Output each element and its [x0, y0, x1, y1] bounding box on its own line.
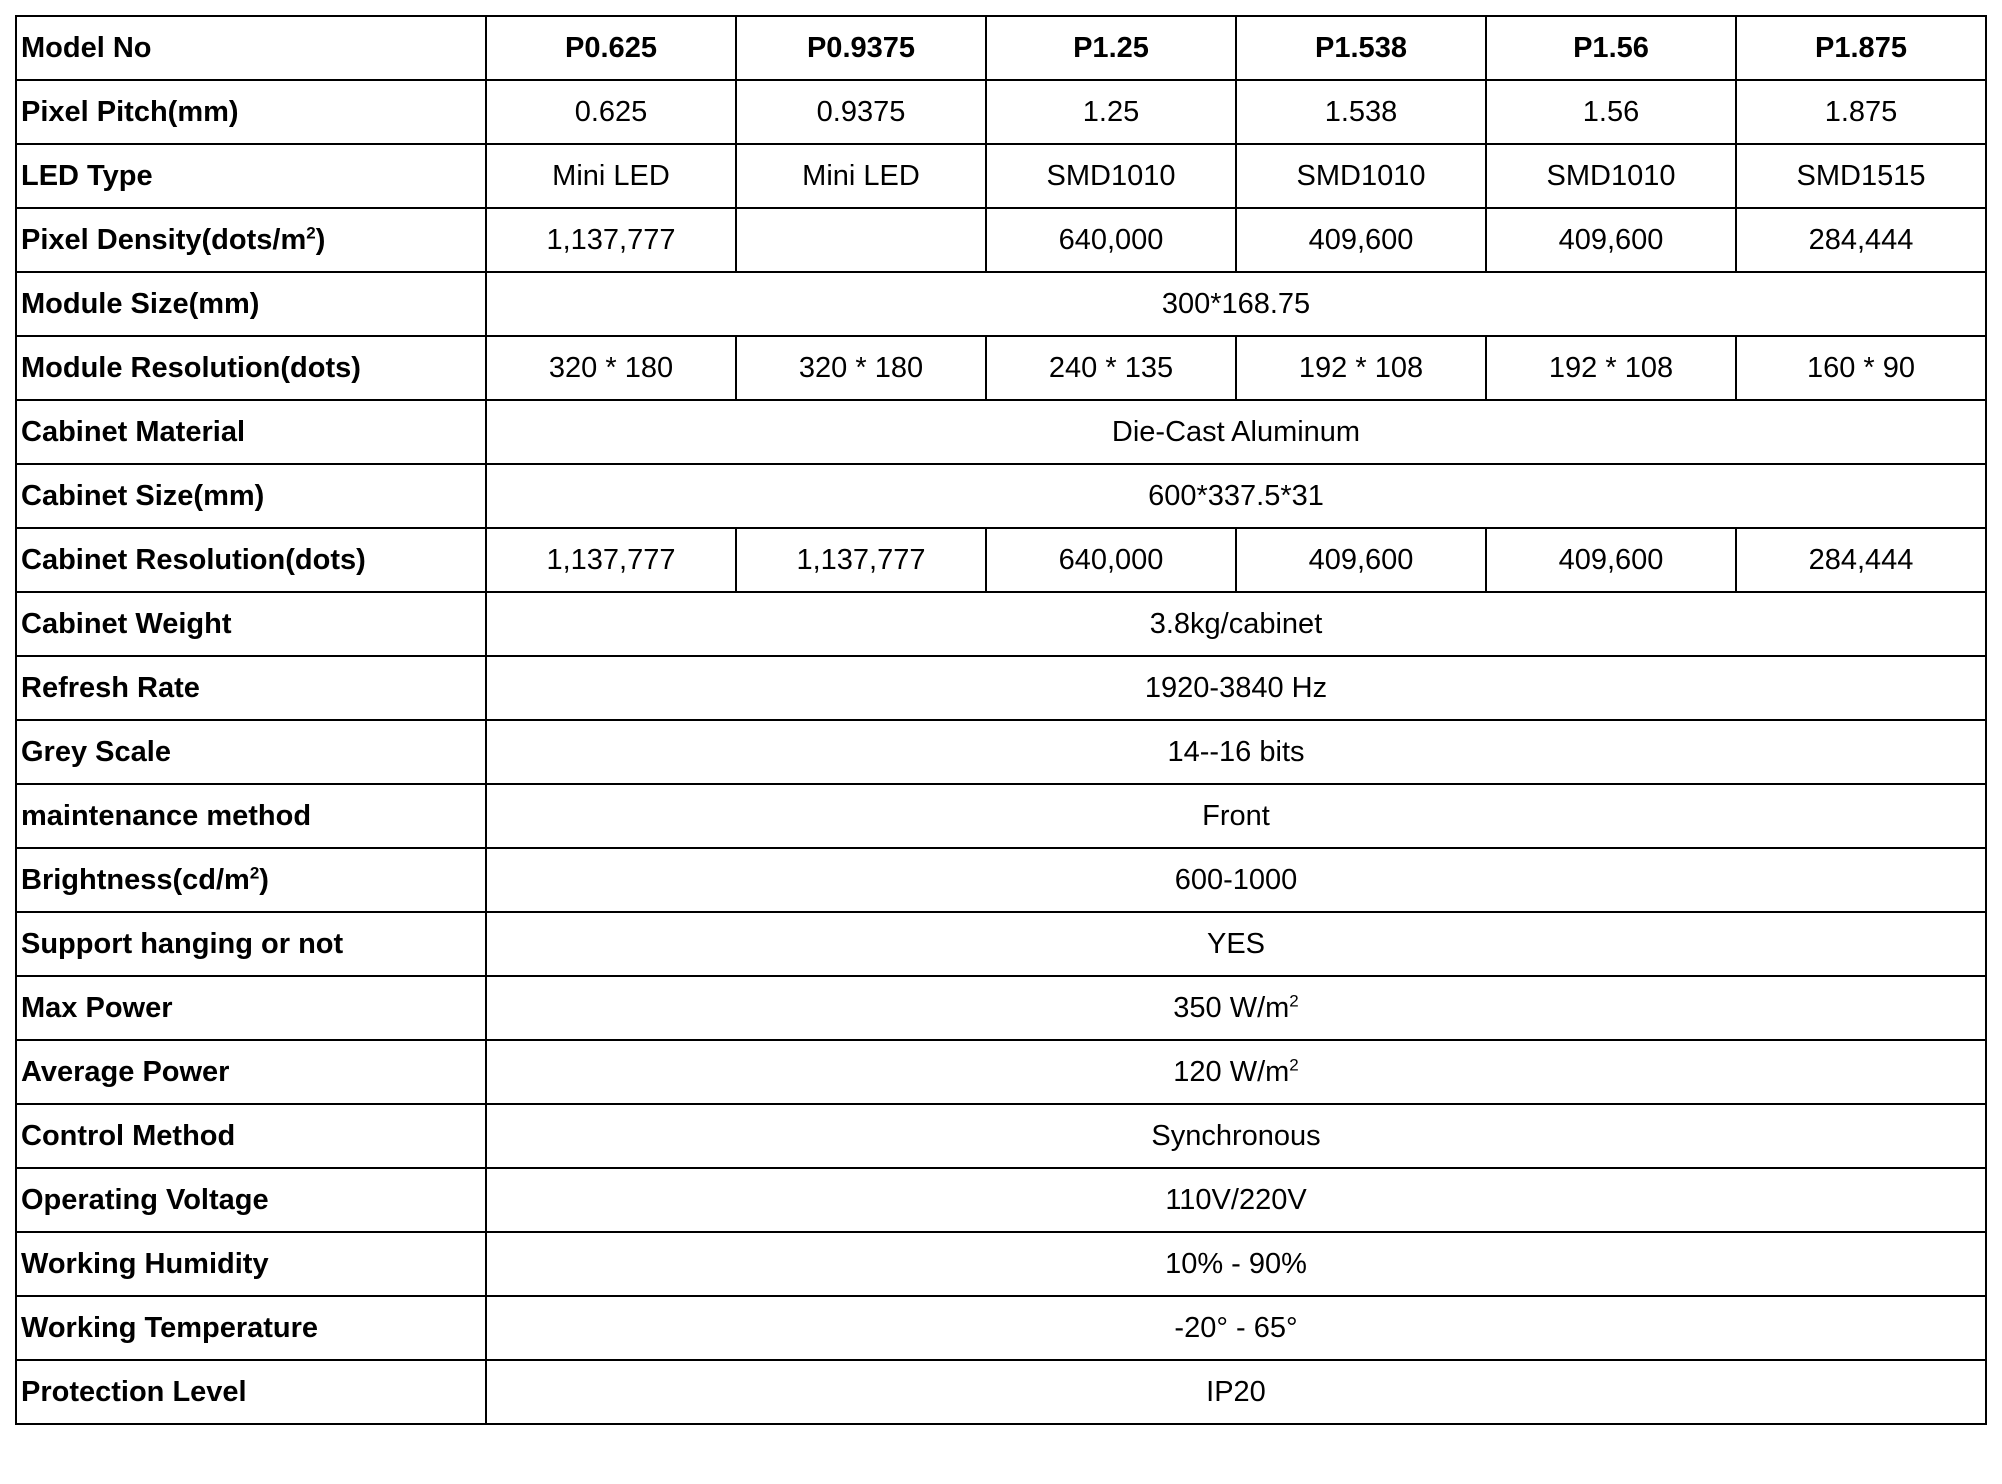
table-cell: YES: [486, 912, 1986, 976]
table-cell: 14--16 bits: [486, 720, 1986, 784]
table-cell: IP20: [486, 1360, 1986, 1424]
row-label: LED Type: [16, 144, 486, 208]
table-cell: 1.538: [1236, 80, 1486, 144]
label-text: Brightness(cd/m: [21, 863, 250, 896]
row-label: [16, 848, 486, 912]
table-cell: Die-Cast Aluminum: [486, 400, 1986, 464]
table-row-cabinet-weight: [16, 592, 1986, 656]
table-row-control-method: [16, 1104, 1986, 1168]
row-label: Module Resolution(dots): [16, 336, 486, 400]
table-cell: 1.56: [1486, 80, 1736, 144]
table-row-support-hanging: [16, 912, 1986, 976]
label-text: ): [315, 223, 326, 256]
table-cell: 1,137,777: [486, 528, 736, 592]
model-header: P1.875: [1736, 16, 1986, 80]
row-label: Model No: [16, 16, 486, 80]
model-header: P0.625: [486, 16, 736, 80]
row-label: Operating Voltage: [16, 1168, 486, 1232]
table-cell: Synchronous: [486, 1104, 1986, 1168]
table-cell: 409,600: [1236, 208, 1486, 272]
table-row-working-humidity: [16, 1232, 1986, 1296]
row-label: Support hanging or not: [16, 912, 486, 976]
table-cell: SMD1010: [986, 144, 1236, 208]
table-cell: 1.875: [1736, 80, 1986, 144]
table-cell: 3.8kg/cabinet: [486, 592, 1986, 656]
label-text: Pixel Density(dots/m: [21, 223, 307, 256]
table-cell: 1920-3840 Hz: [486, 656, 1986, 720]
table-row-working-temperature: [16, 1296, 1986, 1360]
row-label: Cabinet Size(mm): [16, 464, 486, 528]
table-cell: Front: [486, 784, 1986, 848]
row-label: Control Method: [16, 1104, 486, 1168]
row-label: Working Humidity: [16, 1232, 486, 1296]
superscript: 2: [306, 222, 316, 242]
table-cell: 1.25: [986, 80, 1236, 144]
row-label: Module Size(mm): [16, 272, 486, 336]
table-row-led-type: [16, 144, 1986, 208]
row-label: Protection Level: [16, 1360, 486, 1424]
table-cell: 409,600: [1486, 528, 1736, 592]
table-cell: 10% - 90%: [486, 1232, 1986, 1296]
table-cell: [736, 208, 986, 272]
label-text: ): [259, 863, 269, 896]
table-row-max-power: [16, 976, 1986, 1040]
row-label: Grey Scale: [16, 720, 486, 784]
row-label: Cabinet Weight: [16, 592, 486, 656]
model-header: P0.9375: [736, 16, 986, 80]
row-label: Refresh Rate: [16, 656, 486, 720]
table-cell: 640,000: [986, 528, 1236, 592]
superscript: 2: [249, 862, 260, 882]
table-cell: 240 * 135: [986, 336, 1236, 400]
table-cell: 600*337.5*31: [486, 464, 1986, 528]
table-cell: 0.9375: [736, 80, 986, 144]
row-label: [16, 208, 486, 272]
table-cell: Mini LED: [736, 144, 986, 208]
table-row-module-size: [16, 272, 1986, 336]
table-row-cabinet-size: [16, 464, 1986, 528]
table-cell: 300*168.75: [486, 272, 1986, 336]
table-row-operating-voltage: [16, 1168, 1986, 1232]
row-label: Cabinet Resolution(dots): [16, 528, 486, 592]
table-row-maintenance-method: [16, 784, 1986, 848]
table-row-pixel-density: [16, 208, 1986, 272]
row-label: Pixel Pitch(mm): [16, 80, 486, 144]
table-cell: 192 * 108: [1486, 336, 1736, 400]
model-header: P1.538: [1236, 16, 1486, 80]
table-row-refresh-rate: [16, 656, 1986, 720]
superscript: 2: [1289, 990, 1299, 1010]
table-cell: SMD1515: [1736, 144, 1986, 208]
table-cell: 110V/220V: [486, 1168, 1986, 1232]
table-row-model-no: [16, 16, 1986, 80]
table-cell: 409,600: [1236, 528, 1486, 592]
table-cell: 1,137,777: [486, 208, 736, 272]
table-cell: SMD1010: [1236, 144, 1486, 208]
table-cell: 409,600: [1486, 208, 1736, 272]
table-row-cabinet-resolution: [16, 528, 1986, 592]
row-label: Average Power: [16, 1040, 486, 1104]
table-row-grey-scale: [16, 720, 1986, 784]
row-label: Max Power: [16, 976, 486, 1040]
table-cell: 1,137,777: [736, 528, 986, 592]
row-label: Cabinet Material: [16, 400, 486, 464]
table-row-protection-level: [16, 1360, 1986, 1424]
table-cell: 192 * 108: [1236, 336, 1486, 400]
model-header: P1.25: [986, 16, 1236, 80]
spec-table: [15, 15, 1987, 1425]
table-row-brightness: [16, 848, 1986, 912]
table-cell: 0.625: [486, 80, 736, 144]
table-row-cabinet-material: [16, 400, 1986, 464]
table-cell: 600-1000: [486, 848, 1986, 912]
table-row-average-power: [16, 1040, 1986, 1104]
table-cell: 284,444: [1736, 208, 1986, 272]
table-cell: 320 * 180: [486, 336, 736, 400]
table-row-module-resolution: [16, 336, 1986, 400]
table-cell: 320 * 180: [736, 336, 986, 400]
table-cell: [486, 1040, 1986, 1104]
model-header: P1.56: [1486, 16, 1736, 80]
table-cell: 640,000: [986, 208, 1236, 272]
row-label: Working Temperature: [16, 1296, 486, 1360]
table-cell: Mini LED: [486, 144, 736, 208]
table-cell: 284,444: [1736, 528, 1986, 592]
table-cell: SMD1010: [1486, 144, 1736, 208]
table-cell: 160 * 90: [1736, 336, 1986, 400]
table-cell: -20° - 65°: [486, 1296, 1986, 1360]
value-text: 120 W/m: [1173, 1055, 1290, 1088]
table-cell: [486, 976, 1986, 1040]
value-text: 350 W/m: [1173, 991, 1290, 1024]
superscript: 2: [1289, 1054, 1299, 1074]
table-row-pixel-pitch: [16, 80, 1986, 144]
row-label: maintenance method: [16, 784, 486, 848]
